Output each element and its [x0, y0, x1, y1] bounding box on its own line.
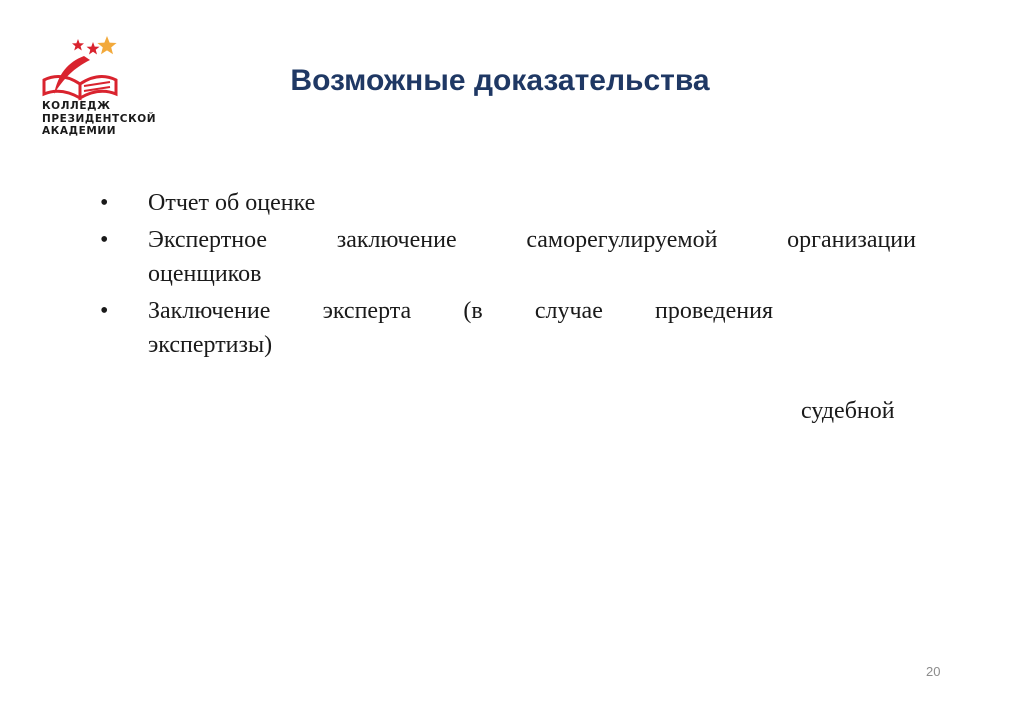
page-number: 20 [926, 664, 941, 679]
small-red-star-icon [72, 39, 84, 51]
bullet-item [100, 294, 916, 362]
bullet-text-line: оценщиков [148, 261, 262, 287]
bullet-marker: • [100, 227, 109, 253]
bullet-item [100, 186, 916, 220]
bullet-item [100, 223, 916, 291]
bullet-list [100, 186, 916, 365]
bullet-text-line: Заключение эксперта (в случае проведения [148, 298, 773, 324]
logo-text-line: КОЛЛЕДЖ [42, 100, 111, 112]
logo-text-line: АКАДЕМИИ [42, 125, 117, 137]
bullet-text: Отчет об оценке [148, 190, 316, 216]
medium-red-star-icon [87, 42, 100, 55]
bullet-marker: • [100, 298, 109, 324]
floating-word: судебной [801, 398, 895, 424]
logo-text [42, 100, 156, 138]
logo-text-line: ПРЕЗИДЕНТСКОЙ [42, 112, 157, 125]
bullet-text-line: Экспертное заключение саморегулируемой организации [148, 227, 916, 253]
gold-star-icon [97, 36, 116, 54]
bullet-text-line: экспертизы) [148, 332, 273, 358]
bullet-marker: • [100, 190, 109, 216]
slide-title: Возможные доказательства [290, 64, 710, 97]
